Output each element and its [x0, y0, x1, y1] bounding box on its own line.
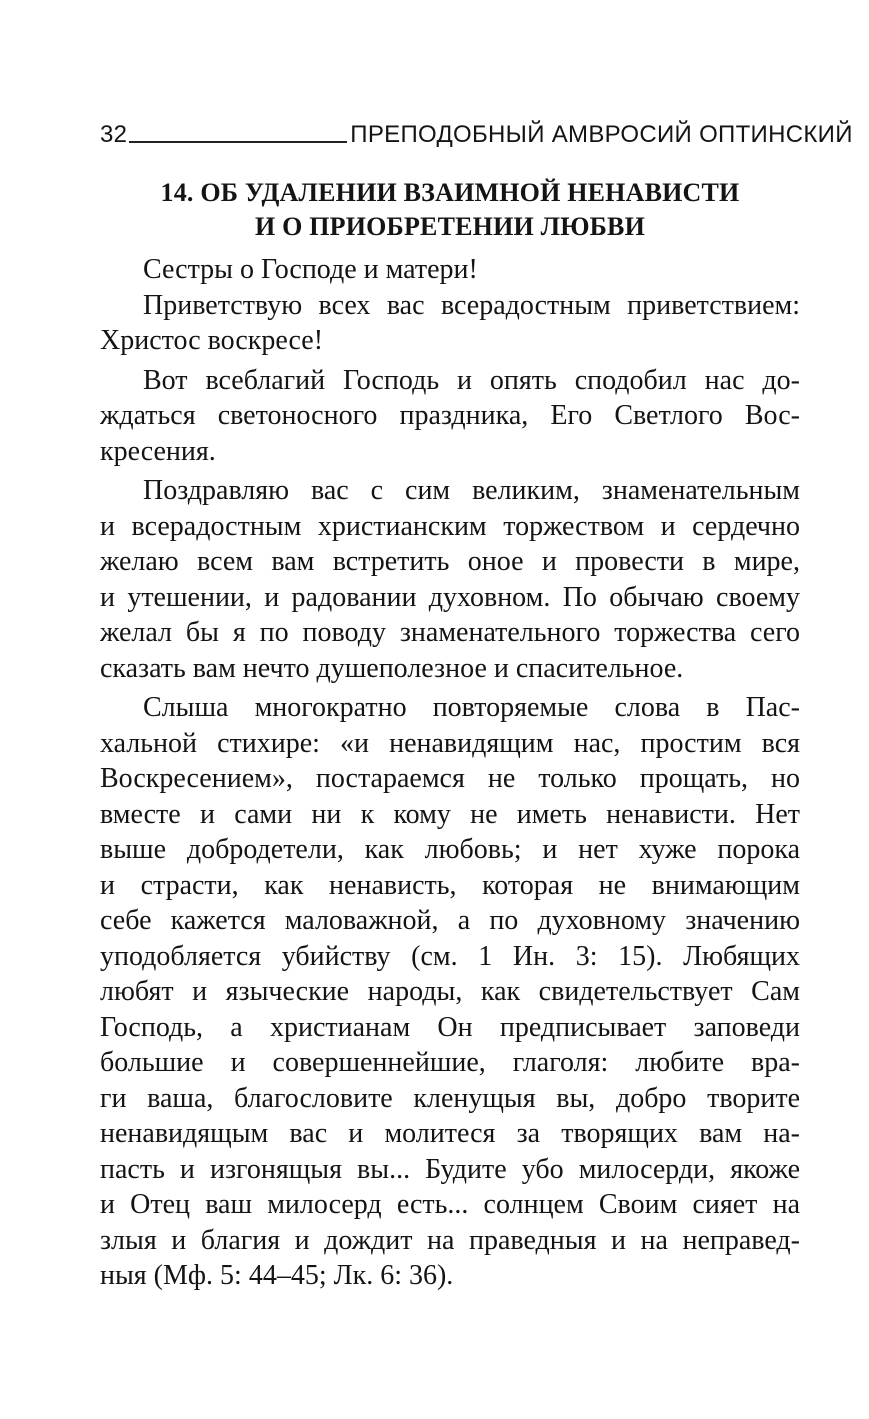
body-text — [100, 252, 800, 1294]
chapter-heading-line: И О ПРИОБРЕТЕНИИ ЛЮБВИ — [254, 212, 646, 241]
text-line: хальной стихире: «и ненавидящим нас, простим вся — [100, 727, 800, 759]
text-line: ненавидящым вас и молитеся за творящих вам на- — [100, 1118, 800, 1149]
text-line: Приветствую всех вас всерадостным приветствием: — [143, 289, 800, 321]
text-line: вместе и сами ни к кому не иметь ненависти. Нет — [100, 798, 800, 830]
paragraph — [100, 690, 800, 1294]
text-line: любят и языческие народы, как свидетельствует Сам — [100, 976, 800, 1007]
text-line: и всерадостным христианским торжеством и сердечно — [100, 510, 800, 542]
text-line: себе кажется маловажной, а по духовному значению — [100, 905, 800, 936]
text-line: Сестры о Господе и матери! — [143, 254, 478, 285]
text-line: злыя и благия и дождит на праведныя и на неправед- — [100, 1224, 800, 1256]
text-line: Господь, а христианам Он предписывает заповеди — [100, 1011, 800, 1043]
text-line: Слыша многократно повторяемые слова в Пас- — [143, 692, 800, 723]
text-line: сказать вам нечто душеполезное и спасительное. — [100, 652, 684, 684]
page-number: 32 — [100, 121, 128, 148]
text-line: ныя (Мф. 5: 44–45; Лк. 6: 36). — [100, 1260, 454, 1291]
book-title: ПРЕПОДОБНЫЙ АМВРОСИЙ ОПТИНСКИЙ — [350, 121, 853, 148]
text-line: и утешении, и радовании духовном. По обычаю своему — [100, 581, 800, 613]
chapter-heading-line: 14. ОБ УДАЛЕНИИ ВЗАИМНОЙ НЕНАВИСТИ — [160, 178, 740, 207]
running-header — [100, 113, 853, 148]
text-line: ждаться светоносного праздника, Его Светлого Вос- — [100, 400, 800, 431]
text-line: и страсти, как ненависть, которая не внимающим — [100, 869, 800, 901]
paragraph — [100, 252, 800, 288]
paragraph — [100, 363, 800, 470]
text-line: ги ваша, благословите кленущыя вы, добро творите — [100, 1082, 800, 1114]
text-line: пасть и изгонящыя вы... Будите убо милосерди, якоже — [100, 1153, 800, 1185]
text-line: желаю всем вам встретить оное и провести в мире, — [100, 546, 800, 577]
paragraph — [100, 288, 800, 359]
text-line: желал бы я по поводу знаменательного торжества сего — [100, 617, 800, 648]
text-line: Вот всеблагий Господь и опять сподобил нас до- — [143, 364, 800, 396]
text-line: Поздравляю вас с сим великим, знаменательным — [143, 475, 800, 506]
paragraph — [100, 473, 800, 686]
text-line: и Отец ваш милосерд есть... солнцем Своим сияет на — [100, 1189, 800, 1220]
text-line: Воскресением», постараемся не только прощать, но — [100, 763, 800, 794]
text-line: Христос воскресе! — [100, 325, 324, 356]
text-line: уподобляется убийству (см. 1 Ин. 3: 15). Любящих — [100, 940, 800, 972]
text-line: выше добродетели, как любовь; и нет хуже порока — [100, 834, 800, 865]
text-line: большие и совершеннейшие, глаголя: любите вра- — [100, 1047, 800, 1078]
chapter-heading — [100, 176, 800, 244]
text-line: кресения. — [100, 435, 216, 467]
header-rule — [129, 141, 347, 143]
